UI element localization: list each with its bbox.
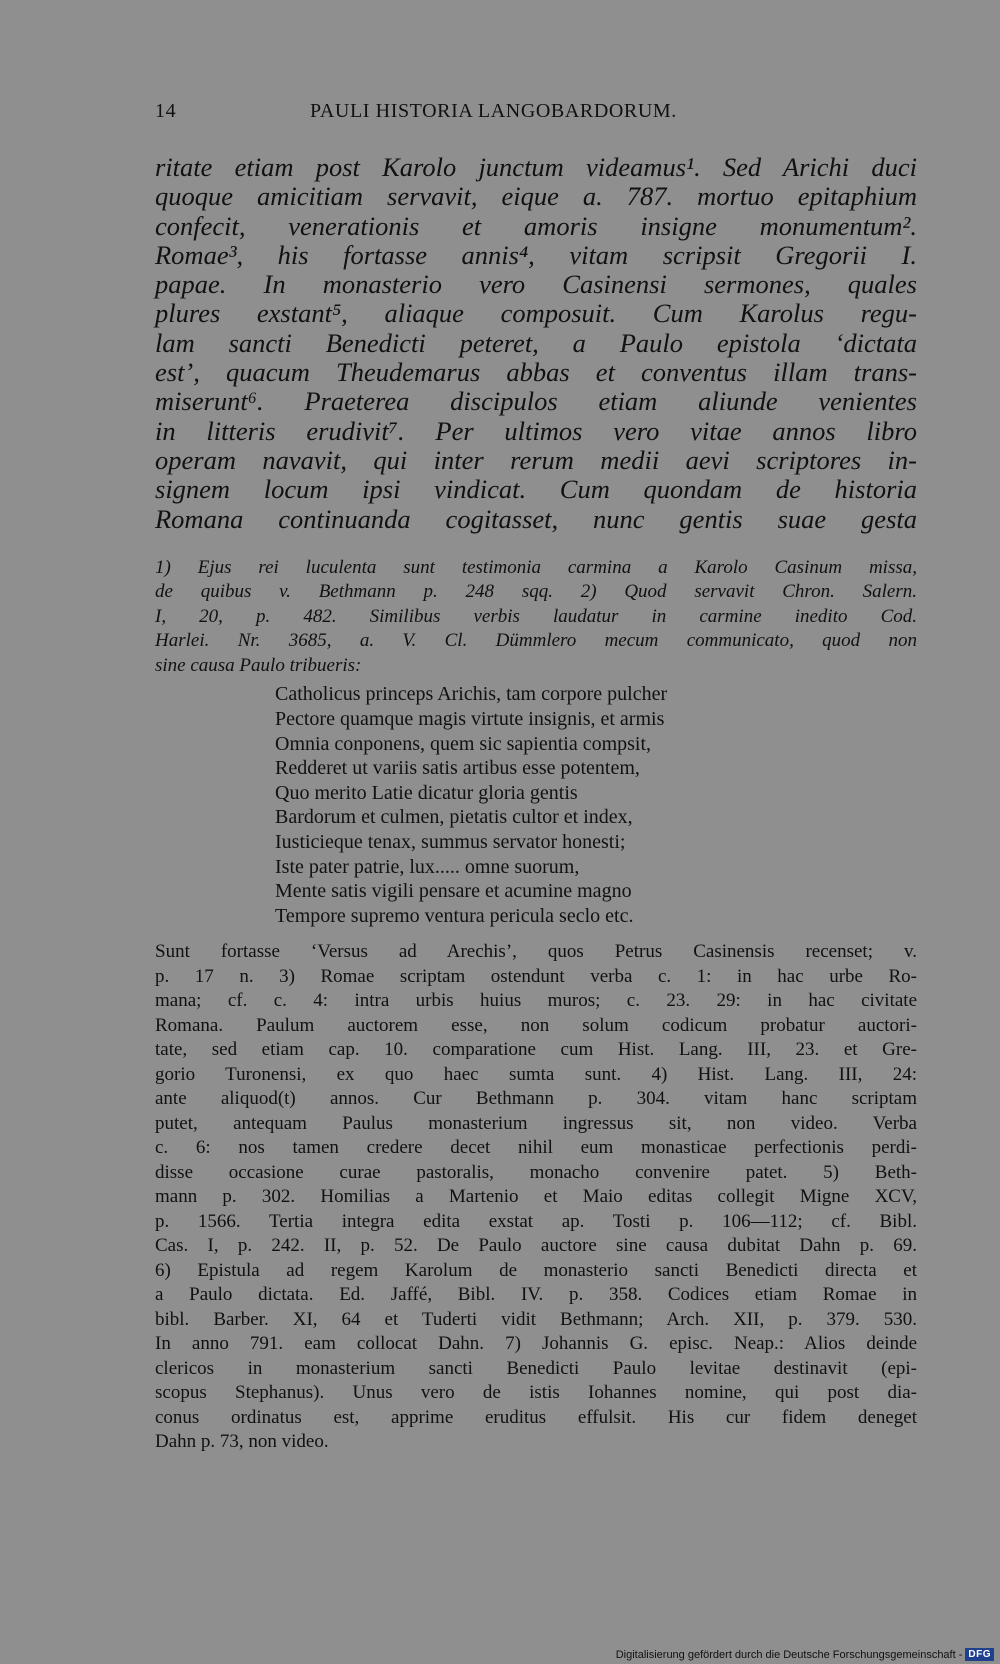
footnotes-block-b	[155, 940, 917, 1455]
main-line: lam sancti Benedicti peteret, a Paulo epistola ‘dictata	[155, 327, 917, 358]
footnote-line: conus ordinatus est, apprime eruditus effulsit. His cur fidem deneget	[155, 1406, 917, 1428]
epitaph-verse	[275, 682, 917, 928]
main-line: miserunt⁶. Praeterea discipulos etiam aliunde venientes	[155, 386, 917, 417]
footnote-line: 6) Epistula ad regem Karolum de monasterio sancti Benedicti directa et	[155, 1259, 917, 1281]
verse-line: Iste pater patrie, lux..... omne suorum,	[275, 855, 580, 878]
running-header	[155, 100, 917, 123]
main-line: ritate etiam post Karolo junctum videamus¹. Sed Arichi duci	[155, 152, 917, 182]
main-line: confecit, venerationis et amoris insigne monumentum².	[155, 210, 917, 241]
footnote-line: Harlei. Nr. 3685, a. V. Cl. Dümmlero mecum communicato, quod non	[155, 630, 917, 652]
footnote-line: tate, sed etiam cap. 10. comparatione cum Hist. Lang. III, 23. et Gre-	[155, 1039, 917, 1061]
verse-line: Pectore quamque magis virtute insignis, et armis	[275, 707, 665, 730]
verse-line: Quo merito Latie dicatur gloria gentis	[275, 781, 578, 804]
footnotes-block-a	[155, 556, 917, 679]
footnote-line: disse occasione curae pastoralis, monacho convenire patet. 5) Beth-	[155, 1161, 917, 1183]
verse-line: Iusticieque tenax, summus servator honesti;	[275, 830, 626, 853]
main-line: in litteris erudivit⁷. Per ultimos vero vitae annos libro	[155, 415, 917, 446]
dfg-logo: DFG	[965, 1648, 994, 1661]
credit-text: Digitalisierung gefördert durch die Deutsche Forschungsgemeinschaft -	[615, 1648, 963, 1661]
footnote-line: c. 6: nos tamen credere decet nihil eum monasticae perfectionis perdi-	[155, 1137, 917, 1159]
main-line: quoque amicitiam servavit, eique a. 787. mortuo epitaphium	[155, 181, 917, 212]
footnote-line: p. 1566. Tertia integra edita exstat ap. Tosti p. 106—112; cf. Bibl.	[155, 1210, 917, 1232]
main-line: papae. In monasterio vero Casinensi sermones, quales	[155, 269, 917, 300]
footnote-line: mana; cf. c. 4: intra urbis huius muros; c. 23. 29: in hac civitate	[155, 990, 917, 1012]
main-line: plures exstant⁵, aliaque composuit. Cum Karolus regu-	[155, 298, 917, 329]
footnote-line: clericos in monasterium sancti Benedicti Paulo levitae destinavit (epi-	[155, 1357, 917, 1379]
main-line: Romana continuanda cogitasset, nunc gentis suae gesta	[155, 503, 917, 534]
running-title: PAULI HISTORIA LANGOBARDORUM.	[310, 100, 677, 122]
footnote-line: Romana. Paulum auctorem esse, non solum codicum probatur auctori-	[155, 1014, 917, 1036]
main-line: signem locum ipsi vindicat. Cum quondam de historia	[155, 474, 917, 505]
page-number: 14	[155, 100, 177, 122]
verse-line: Catholicus princeps Arichis, tam corpore pulcher	[275, 683, 668, 706]
footnote-line: bibl. Barber. XI, 64 et Tuderti vidit Bethmann; Arch. XII, p. 379. 530.	[155, 1308, 917, 1330]
footnote-line: Sunt fortasse ‘Versus ad Arechis’, quos Petrus Casinensis recenset; v.	[155, 941, 917, 963]
verse-line: Redderet ut variis satis artibus esse potentem,	[275, 757, 640, 780]
verse-line: Bardorum et culmen, pietatis cultor et index,	[275, 806, 633, 829]
footnote-line: Cas. I, p. 242. II, p. 52. De Paulo auctore sine causa dubitat Dahn p. 69.	[155, 1235, 917, 1257]
verse-line: Mente satis vigili pensare et acumine magno	[275, 880, 632, 903]
main-line: est’, quacum Theudemarus abbas et conventus illam trans-	[155, 357, 917, 388]
footnote-line: scopus Stephanus). Unus vero de istis Iohannes nomine, qui post dia-	[155, 1382, 917, 1404]
footnote-line: 1) Ejus rei luculenta sunt testimonia carmina a Karolo Casinum missa,	[155, 556, 917, 578]
footnote-line: Dahn p. 73, non video.	[155, 1431, 329, 1453]
verse-line: Omnia conponens, quem sic sapientia compsit,	[275, 732, 652, 755]
footnote-line: mann p. 302. Homilias a Martenio et Maio editas collegit Migne XCV,	[155, 1186, 917, 1208]
footnote-line: p. 17 n. 3) Romae scriptam ostendunt verba c. 1: in hac urbe Ro-	[155, 965, 917, 987]
main-line: Romae³, his fortasse annis⁴, vitam scripsit Gregorii I.	[155, 239, 917, 270]
footnote-line: putet, antequam Paulus monasterium ingressus sit, non video. Verba	[155, 1112, 917, 1134]
footnote-line: gorio Turonensi, ex quo haec sumta sunt. 4) Hist. Lang. III, 24:	[155, 1063, 917, 1085]
footnote-line: a Paulo dictata. Ed. Jaffé, Bibl. IV. p. 358. Codices etiam Romae in	[155, 1284, 917, 1306]
footnote-line: In anno 791. eam collocat Dahn. 7) Johannis G. episc. Neap.: Alios deinde	[155, 1333, 917, 1355]
book-page	[155, 100, 917, 1455]
main-text	[155, 153, 917, 534]
section-gap	[155, 534, 917, 556]
footnote-line: sine causa Paulo tribueris:	[155, 654, 362, 676]
footnote-line: I, 20, p. 482. Similibus verbis laudatur in carmine inedito Cod.	[155, 605, 917, 627]
footnote-line: de quibus v. Bethmann p. 248 sqq. 2) Quod servavit Chron. Salern.	[155, 581, 917, 603]
digitization-credit	[616, 1648, 994, 1661]
main-line: operam navavit, qui inter rerum medii aevi scriptores in-	[155, 444, 917, 475]
verse-line: Tempore supremo ventura pericula seclo etc.	[275, 904, 634, 927]
footnote-line: ante aliquod(t) annos. Cur Bethmann p. 304. vitam hanc scriptam	[155, 1088, 917, 1110]
